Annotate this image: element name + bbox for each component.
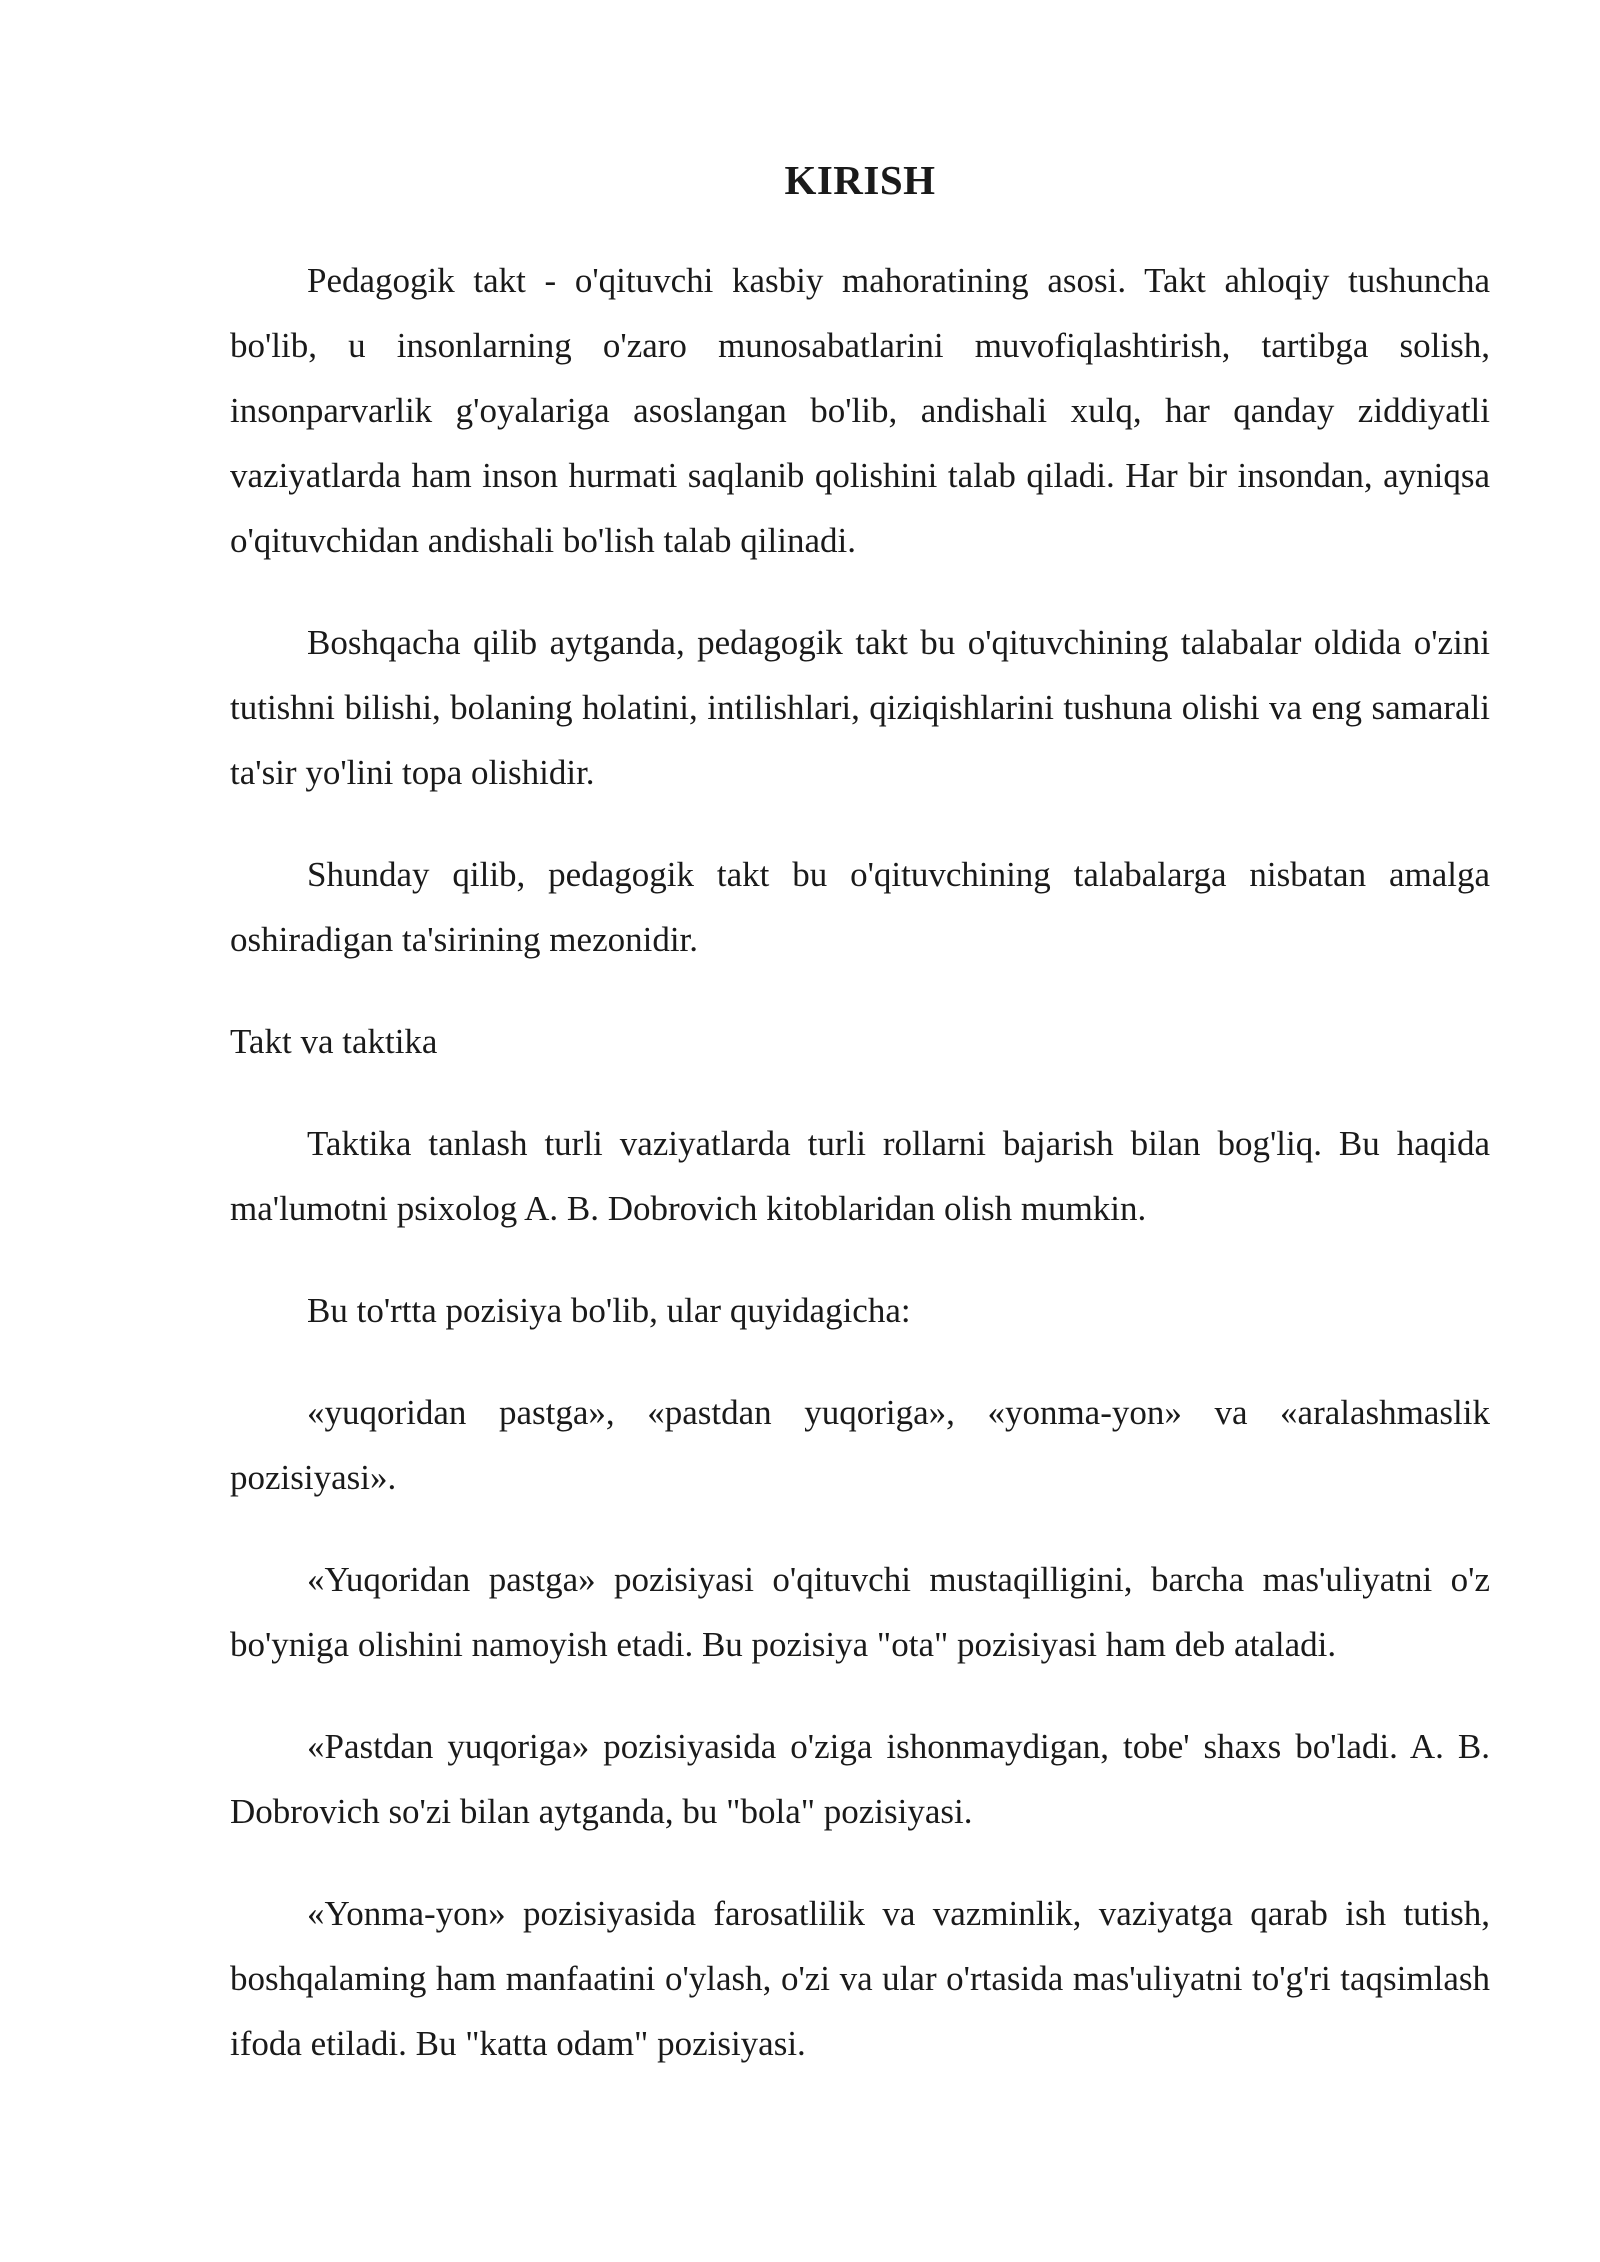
paragraph-yonma-yon: «Yonma-yon» pozisiyasida farosatlilik va vazminlik, vaziyatga qarab ish tutish, boshqalaming ham manfaatini o'ylash, o'zi va ular o'rtasida mas'uliyatni to'g'ri taqsimlash ifoda etiladi. Bu "katta odam" pozisiyasi. [230, 1894, 1490, 2063]
page-title: KIRISH [784, 157, 936, 203]
paragraph-yuqoridan-pastga: «Yuqoridan pastga» pozisiyasi o'qituvchi mustaqilligini, barcha mas'uliyatni o'z bo'yniga olishini namoyish etadi. Bu pozisiya "ota" pozisiyasi ham deb ataladi. [230, 1560, 1490, 1664]
section-heading-takt-va-taktika: Takt va taktika [230, 1022, 438, 1061]
paragraph-pastdan-yuqoriga: «Pastdan yuqoriga» pozisiyasida o'ziga ishonmaydigan, tobe' shaxs bo'ladi. A. B. Dobrovich so'zi bilan aytganda, bu "bola" pozisiyasi. [230, 1727, 1490, 1831]
paragraph-pozisiyalar-royxati: «yuqoridan pastga», «pastdan yuqoriga», «yonma-yon» va «aralashmaslik pozisiyasi». [230, 1393, 1490, 1497]
paragraph-tortta-pozisiya: Bu to'rtta pozisiya bo'lib, ular quyidagicha: [307, 1291, 911, 1330]
document-body [230, 150, 1490, 2113]
paragraph-shunday: Shunday qilib, pedagogik takt bu o'qituvchining talabalarga nisbatan amalga oshiradigan ta'sirining mezonidir. [230, 855, 1490, 959]
paragraph-boshqacha: Boshqacha qilib aytganda, pedagogik takt bu o'qituvchining talabalar oldida o'zini tutishni bilishi, bolaning holatini, intilishlari, qiziqishlarini tushuna olishi va eng samarali ta'sir yo'lini topa olishidir. [230, 623, 1490, 792]
paragraph-pedagogik-takt: Pedagogik takt - o'qituvchi kasbiy mahoratining asosi. Takt ahloqiy tushuncha bo'lib, u insonlarning o'zaro munosabatlarini muvofiqlashtirish, tartibga solish, insonparvarlik g'oyalariga asoslangan bo'lib, andishali xulq, har qanday ziddiyatli vaziyatlarda ham inson hurmati saqlanib qolishini talab qiladi. Har bir insondan, ayniqsa o'qituvchidan andishali bo'lish talab qilinadi. [230, 261, 1490, 560]
paragraph-taktika-tanlash: Taktika tanlash turli vaziyatlarda turli rollarni bajarish bilan bog'liq. Bu haqida ma'lumotni psixolog A. B. Dobrovich kitoblaridan olish mumkin. [230, 1124, 1490, 1228]
